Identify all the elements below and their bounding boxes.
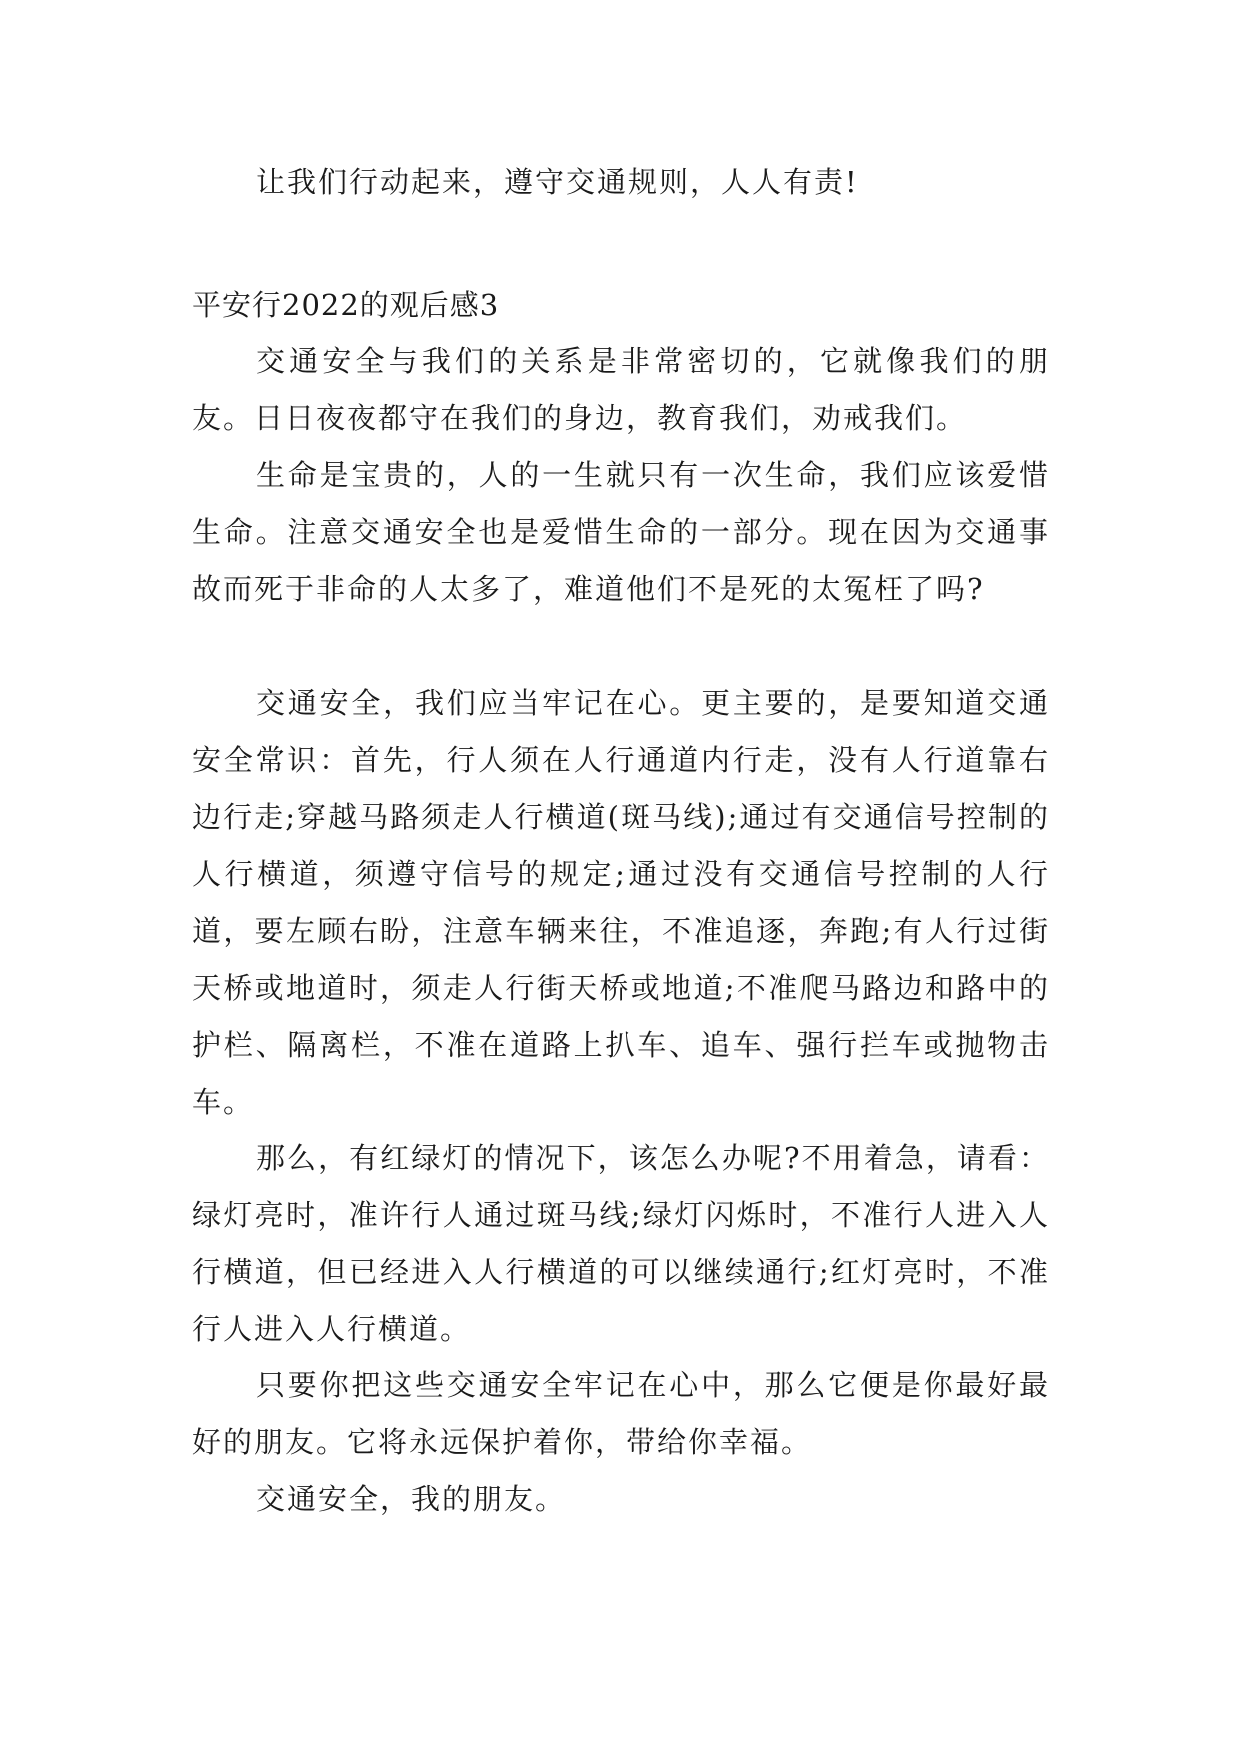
paragraph-3: 交通安全，我们应当牢记在心。更主要的，是要知道交通安全常识：首先，行人须在人行通道内行走，没有人行道靠右边行走;穿越马路须走人行横道(斑马线);通过有交通信号控制的人行横道，须遵守信号的规定;通过没有交通信号控制的人行道，要左顾右盼，注意车辆来往，不准追逐，奔跑;有人行过街天桥或地道时，须走人行街天桥或地道;不准爬马路边和路中的护栏、隔离栏，不准在道路上扒车、追车、强行拦车或抛物击车。: [192, 686, 1050, 1119]
paragraph-4: 那么，有红绿灯的情况下，该怎么办呢?不用着急，请看：绿灯亮时，准许行人通过斑马线;绿灯闪烁时，不准行人进入人行横道，但已经进入人行横道的可以继续通行;红灯亮时，不准行人进入人行横道。: [192, 1141, 1050, 1346]
section-title: 平安行2022的观后感3: [192, 288, 500, 322]
paragraph-5: 只要你把这些交通安全牢记在心中，那么它便是你最好最好的朋友。它将永远保护着你，带给你幸福。: [192, 1368, 1050, 1459]
lead-line-paragraph: 让我们行动起来，遵守交通规则，人人有责!: [256, 165, 859, 199]
paragraph-2: 生命是宝贵的，人的一生就只有一次生命，我们应该爱惜生命。注意交通安全也是爱惜生命的一部分。现在因为交通事故而死于非命的人太多了，难道他们不是死的太冤枉了吗?: [192, 458, 1050, 606]
paragraph-1: 交通安全与我们的关系是非常密切的，它就像我们的朋友。日日夜夜都守在我们的身边，教育我们，劝戒我们。: [192, 344, 1050, 435]
paragraph-6: 交通安全，我的朋友。: [256, 1482, 567, 1516]
